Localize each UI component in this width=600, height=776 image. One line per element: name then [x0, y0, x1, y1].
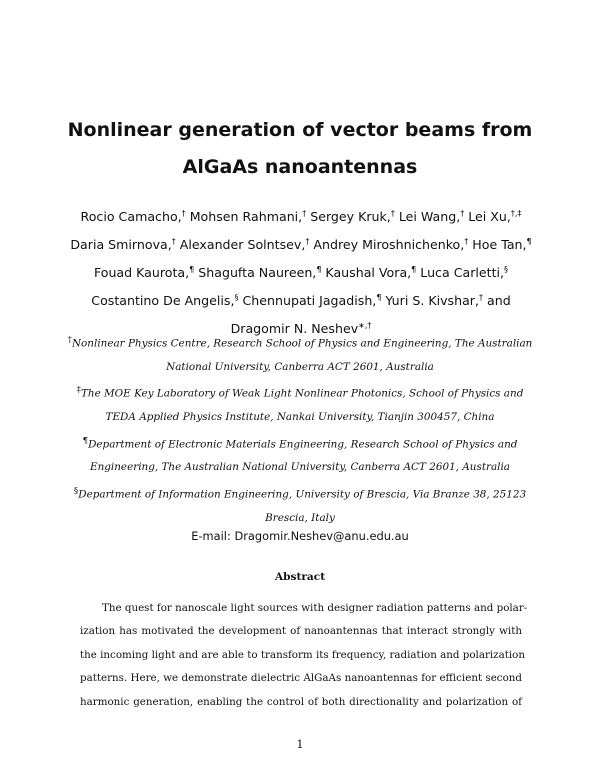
author: Alexander Solntsev,†	[179, 236, 310, 252]
author: Shagufta Naureen,¶	[198, 264, 322, 280]
abstract-body	[80, 597, 528, 714]
abstract-line: harmonic generation, enabling the control of both directionality and polarization of	[80, 695, 522, 708]
paper-title	[60, 112, 540, 186]
title-line: Nonlinear generation of vector beams from	[67, 119, 533, 141]
affiliation: †Nonlinear Physics Centre, Research School of Physics and Engineering, The Australian National University, Canberra ACT 2601, Australia	[67, 335, 533, 373]
author: Hoe Tan,¶	[472, 236, 532, 252]
email-line	[60, 526, 540, 546]
author: Luca Carletti,§	[420, 264, 509, 280]
affiliation-mark: ‡	[76, 385, 81, 396]
page-number: 1	[296, 738, 304, 751]
affiliation: §Department of Information Engineering, University of Brescia, Via Branze 38, 25123 Brescia, Italy	[73, 485, 527, 524]
affiliation: ‡The MOE Key Laboratory of Weak Light Nonlinear Photonics, School of Physics and TEDA Applied Physics Institute, Nankai University, Tianjin 300457, China	[76, 385, 524, 424]
affiliation-mark: ¶	[82, 435, 89, 446]
affiliation-list	[62, 329, 538, 530]
author: Lei Wang,†	[398, 208, 465, 224]
abstract-line: ization has motivated the development of nanoantennas that interact strongly with	[80, 625, 522, 638]
author: Rocio Camacho,†	[80, 208, 186, 224]
abstract-line: patterns. Here, we demonstrate dielectric AlGaAs nanoantennas for efficient second	[80, 672, 522, 685]
abstract-heading: Abstract	[274, 571, 326, 583]
email-label: E-mail:	[191, 529, 231, 543]
author: Daria Smirnova,†	[70, 236, 176, 252]
author: Mohsen Rahmani,†	[189, 208, 307, 224]
author: Sergey Kruk,†	[310, 208, 395, 224]
author-list	[66, 203, 536, 343]
author: Fouad Kaurota,¶	[93, 264, 195, 280]
affiliation-mark: §	[73, 485, 79, 496]
author: and Dragomir N. Neshev∗,†	[230, 293, 511, 336]
author: Costantino De Angelis,§	[91, 292, 239, 308]
abstract-line: the incoming light and are able to transform its frequency, radiation and polarization	[80, 648, 525, 661]
author: Kaushal Vora,¶	[325, 264, 417, 280]
email-address[interactable]: Dragomir.Neshev@anu.edu.au	[234, 529, 409, 543]
title-line: AlGaAs nanoantennas	[182, 156, 418, 178]
abstract-line: The quest for nanoscale light sources with designer radiation patterns and polar-	[102, 602, 528, 614]
affiliation: ¶Department of Electronic Materials Engineering, Research School of Physics and Engineering, The Australian National University, Canberra ACT 2601, Australia	[82, 435, 518, 474]
author: Yuri S. Kivshar,†	[385, 292, 483, 308]
author: Chennupati Jagadish,¶	[242, 292, 382, 308]
affiliation-mark: †	[67, 335, 72, 345]
author: Andrey Miroshnichenko,†	[313, 236, 469, 252]
author: Lei Xu,†,‡	[468, 208, 522, 224]
